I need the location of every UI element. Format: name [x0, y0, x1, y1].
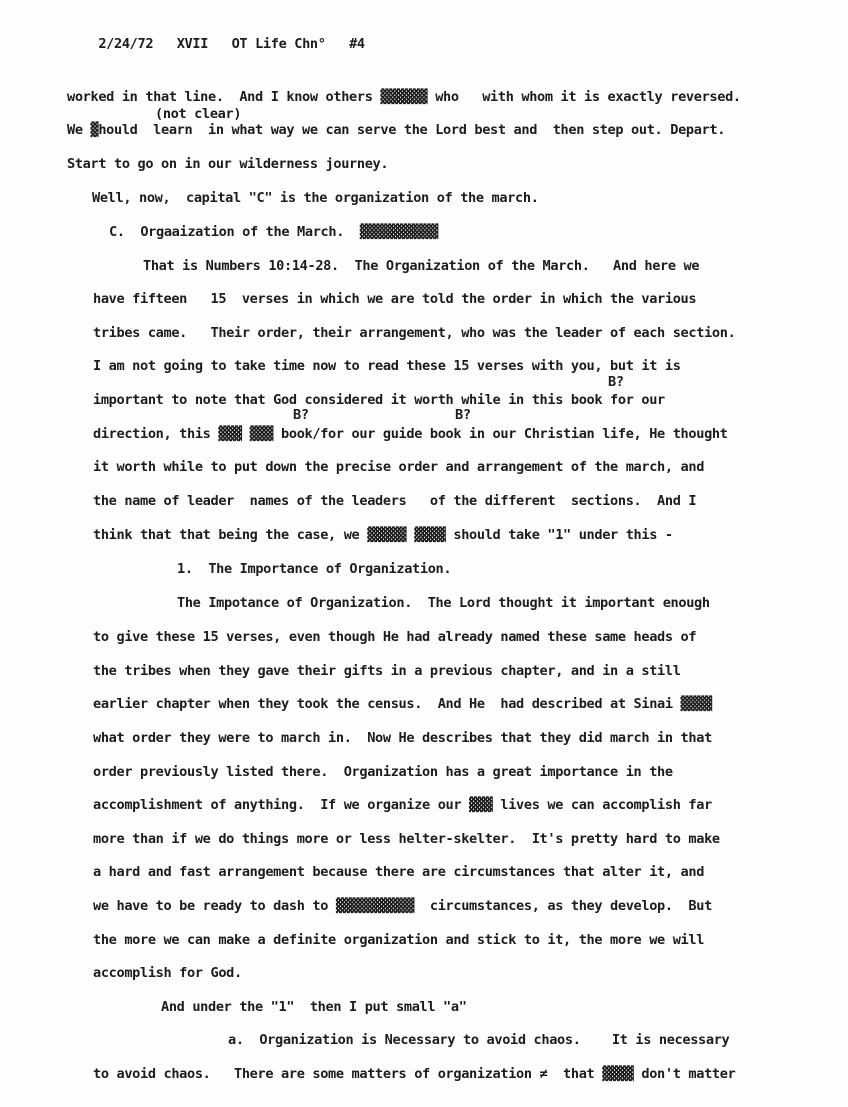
text-line: We ▓hould learn in what way we can serve the Lord best and then step out. Depart. — [67, 122, 726, 138]
section-heading-c: C. Orgaaization of the March. ▓▓▓▓▓▓▓▓▓▓ — [109, 224, 439, 240]
text-line: And under the "1" then I put small "a" — [161, 999, 467, 1015]
text-line: a hard and fast arrangement because there are circumstances that alter it, and — [93, 864, 705, 880]
text-line: the tribes when they gave their gifts in a previous chapter, and in a still — [93, 663, 681, 679]
text-line: the name of leader names of the leaders of the different sections. And I — [93, 493, 697, 509]
text-line: Start to go on in our wilderness journey. — [67, 156, 389, 172]
text-line: to avoid chaos. There are some matters of organization ≠ that ▓▓▓▓ don't matter — [93, 1066, 736, 1082]
text-line: order previously listed there. Organization has a great importance in the — [93, 764, 673, 780]
text-line: That is Numbers 10:14-28. The Organization of the March. And here we — [143, 258, 700, 274]
note-b-question-2: B? — [293, 407, 309, 423]
header-date: 2/24/72 — [98, 36, 154, 52]
text-line: we have to be ready to dash to ▓▓▓▓▓▓▓▓▓▓ circumstances, as they develop. But — [93, 898, 712, 914]
text-line: The Impotance of Organization. The Lord thought it important enough — [177, 595, 710, 611]
section-heading-a: a. Organization is Necessary to avoid chaos. It is necessary — [228, 1032, 730, 1048]
header-course: OT Life Chn° — [231, 36, 326, 52]
text-line: important to note that God considered it worth while in this book for our — [93, 392, 665, 408]
header-line — [67, 20, 365, 68]
text-line: earlier chapter when they took the census. And He had described at Sinai ▓▓▓▓ — [93, 696, 712, 712]
text-line: Well, now, capital "C" is the organization of the march. — [92, 190, 539, 206]
text-line: what order they were to march in. Now He describes that they did march in that — [93, 730, 712, 746]
text-line: accomplish for God. — [93, 965, 242, 981]
text-line: have fifteen 15 verses in which we are told the order in which the various — [93, 291, 697, 307]
text-line: direction, this ▓▓▓ ▓▓▓ book/for our guide book in our Christian life, He thought — [93, 426, 728, 442]
text-line: the more we can make a definite organization and stick to it, the more we will — [93, 932, 705, 948]
note-not-clear: (not clear) — [155, 106, 242, 122]
header-page: #4 — [349, 36, 365, 52]
text-line: tribes came. Their order, their arrangement, who was the leader of each section. — [93, 325, 736, 341]
header-number: XVII — [176, 36, 209, 52]
text-line: to give these 15 verses, even though He had already named these same heads of — [93, 629, 697, 645]
text-line: I am not going to take time now to read these 15 verses with you, but it is — [93, 358, 681, 374]
note-b-question-1: B? — [608, 374, 624, 390]
text-line: think that that being the case, we ▓▓▓▓▓ ▓▓▓▓ should take "1" under this - — [93, 527, 673, 543]
text-line: accomplishment of anything. If we organize our ▓▓▓ lives we can accomplish far — [93, 797, 712, 813]
text-line: it worth while to put down the precise order and arrangement of the march, and — [93, 459, 705, 475]
section-heading-1: 1. The Importance of Organization. — [177, 561, 452, 577]
text-line: worked in that line. And I know others ▓▓▓▓▓▓ who with whom it is exactly reversed. — [67, 89, 741, 105]
note-b-question-3: B? — [455, 407, 471, 423]
text-line: more than if we do things more or less helter-skelter. It's pretty hard to make — [93, 831, 720, 847]
